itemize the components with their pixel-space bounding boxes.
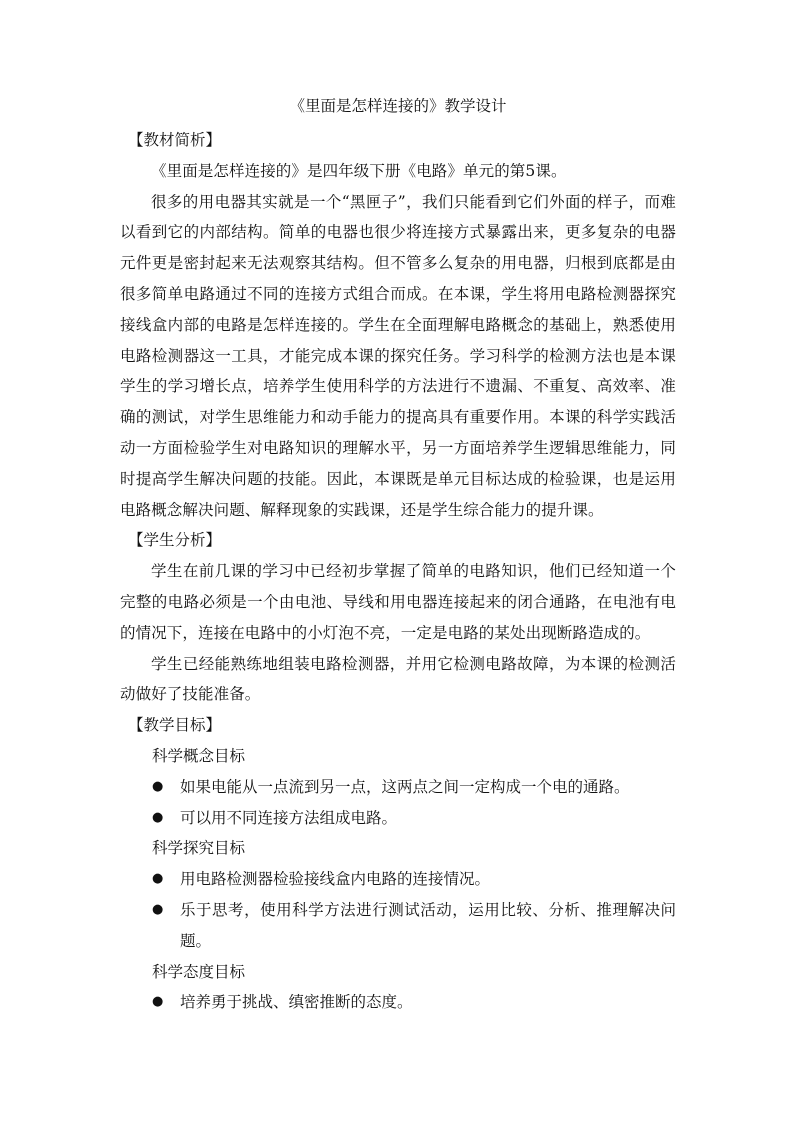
bullet-text: 如果电能从一点流到另一点，这两点之间一定构成一个电的通路。 [180,777,630,796]
goal-attitude-item-1 [120,987,676,1018]
bullet-icon: ● [152,871,164,887]
textbook-paragraph-1: 《里面是怎样连接的》是四年级下册《电路》单元的第5课。 [151,161,567,180]
bullet-icon: ● [152,901,164,917]
bullet-text: 乐于思考，使用科学方法进行测试活动，运用比较、分析、推理解决问题。 [180,900,676,950]
goal-inquiry-item-2 [120,895,676,957]
goal-inquiry-label: 科学探究目标 [152,839,246,858]
bullet-icon: ● [152,809,164,825]
bullet-text: 可以用不同连接方法组成电路。 [180,808,398,827]
goal-concept-item-2 [120,803,676,834]
textbook-paragraph-2: 很多的用电器其实就是一个“黑匣子”，我们只能看到它们外面的样子，而难以看到它的内部结构。简单的电器也很少将连接方式暴露出来，更多复杂的电器元件更是密封起来无法观察其结构。但不管多么复杂的用电器，归根到底都是由很多简单电路通过不同的连接方式组合而成。在本课，学生将用电路检测器探究接线盒内部的电路是怎样连接的。学生在全面理解电路概念的基础上，熟悉使用电路检测器这一工具，才能完成本课的探究任务。学习科学的检测方法也是本课学生的学习增长点，培养学生使用科学的方法进行不遗漏、不重复、高效率、准确的测试，对学生思维能力和动手能力的提高具有重要作用。本课的科学实践活动一方面检验学生对电路知识的理解水平，另一方面培养学生逻辑思维能力，同时提高学生解决问题的技能。因此，本课既是单元目标达成的检验课，也是运用电路概念解决问题、解释现象的实践课，还是学生综合能力的提升课。 [120,192,676,519]
bullet-icon: ● [152,994,164,1010]
heading-student-analysis: 【学生分析】 [128,531,222,550]
bullet-text: 培养勇于挑战、缜密推断的态度。 [180,993,413,1012]
goal-attitude-label: 科学态度目标 [152,962,246,981]
student-paragraph-1: 学生在前几课的学习中已经初步掌握了简单的电路知识，他们已经知道一个完整的电路必须是一个由电池、导线和用电器连接起来的闭合通路，在电池有电的情况下，连接在电路中的小灯泡不亮，一定是电路的某处出现断路造成的。 [120,562,676,642]
goal-concept-label: 科学概念目标 [152,746,246,765]
heading-teaching-goals: 【教学目标】 [128,716,222,735]
goal-concept-item-1 [120,772,676,803]
bullet-icon: ● [152,778,164,794]
bullet-text: 用电路检测器检验接线盒内电路的连接情况。 [180,870,491,889]
student-paragraph-2: 学生已经能熟练地组装电路检测器，并用它检测电路故障，为本课的检测活动做好了技能准备。 [120,654,676,704]
document-title: 《里面是怎样连接的》教学设计 [289,97,507,115]
goal-inquiry-item-1 [120,864,676,895]
heading-textbook-analysis: 【教材简析】 [128,131,222,149]
